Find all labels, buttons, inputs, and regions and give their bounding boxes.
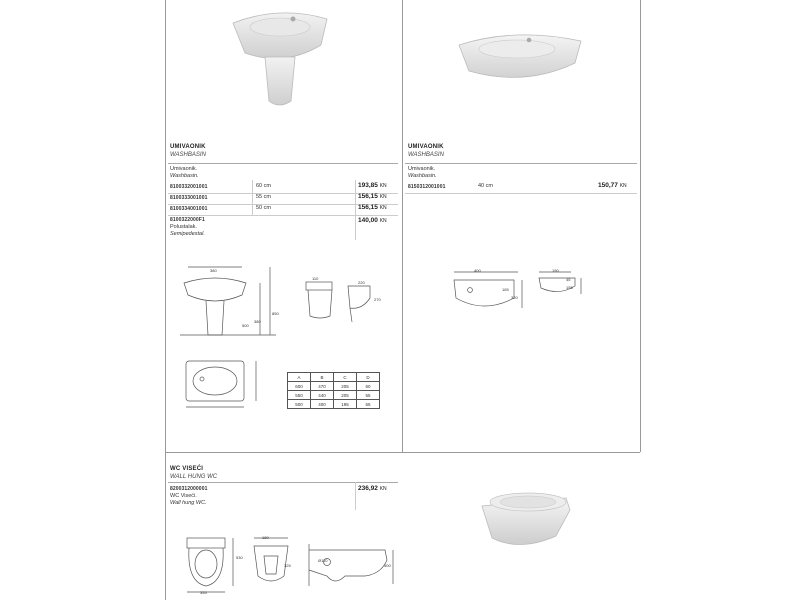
washbasin-pedestal-photo: [225, 5, 335, 115]
washbasin-right-desc-en: Washbasin.: [408, 173, 437, 179]
mid-divider: [165, 452, 640, 453]
washbasin-left-desc-en: Washbasin.: [170, 173, 199, 179]
table-row: [288, 391, 380, 400]
dim-wc-front: 530: [236, 555, 243, 560]
table-cell: 205: [334, 391, 357, 400]
row-rule: [168, 215, 398, 216]
wc-title: WC VISEĆI: [170, 466, 204, 472]
table-cell: 60: [357, 382, 380, 391]
washbasin-right-price-1: 150,77 KN: [598, 182, 627, 189]
washbasin-left-rule: [168, 163, 398, 164]
table-cell: 470: [311, 382, 334, 391]
dim-wc-base: 355: [200, 590, 207, 595]
wc-price: 236,92 KN: [358, 485, 387, 492]
pedestal-price: 140,00 KN: [358, 217, 387, 224]
dim-side-right: 270: [374, 297, 381, 302]
pedestal-code: 8100322000F1: [170, 217, 205, 223]
washbasin-left-code-1: 8100332001001: [170, 184, 208, 190]
wc-top-drawing: [183, 530, 253, 595]
dim-right-h1: 165: [502, 287, 509, 292]
washbasin-left-size-1: 60 cm: [256, 183, 271, 189]
wc-subtitle: WALL HUNG WC: [170, 474, 218, 480]
table-cell: 55: [357, 400, 380, 409]
washbasin-left-price-2: 156,15 KN: [358, 193, 387, 200]
dim-left-top: 380: [210, 268, 217, 273]
table-cell: 440: [311, 391, 334, 400]
dim-left-height-b: 500: [242, 323, 249, 328]
washbasin-right-desc-hr: Umivaonik.: [408, 166, 436, 172]
dim-wc-side-top: 180: [262, 535, 269, 540]
wc-desc-hr: WC Viseći.: [170, 493, 197, 499]
dim-right-width: 400: [474, 268, 481, 273]
wc-code: 8200312000001: [170, 486, 208, 492]
left-border: [165, 0, 166, 600]
washbasin-side-drawing: [300, 280, 380, 325]
pedestal-name-hr: Polustalak.: [170, 224, 197, 230]
center-divider: [402, 0, 403, 452]
table-cell: 600: [288, 382, 311, 391]
row-rule: [405, 193, 637, 194]
wall-hung-wc-photo: [470, 482, 580, 552]
table-cell: 195: [334, 400, 357, 409]
washbasin-left-desc-hr: Umivaonik.: [170, 166, 198, 172]
small-washbasin-side-drawing: [535, 268, 590, 298]
dim-left-height-c: 380: [254, 319, 261, 324]
price-col-rule: [355, 482, 356, 510]
washbasin-left-code-2: 8100333001001: [170, 195, 208, 201]
washbasin-left-price-3: 156,15 KN: [358, 204, 387, 211]
table-cell: 205: [334, 382, 357, 391]
table-header: A: [288, 373, 311, 382]
dim-wc-side-h: 325: [284, 563, 291, 568]
dim-side-top: 110: [312, 276, 319, 281]
table-header: D: [357, 373, 380, 382]
washbasin-left-size-2: 55 cm: [256, 194, 271, 200]
table-cell: 55: [357, 391, 380, 400]
wc-desc-en: Wall hung WC.: [170, 500, 207, 506]
washbasin-right-title: UMIVAONIK: [408, 144, 444, 150]
small-washbasin-front-drawing: [448, 268, 528, 313]
dim-left-height-a: 850: [272, 311, 279, 316]
table-row: [288, 400, 380, 409]
washbasin-left-subtitle: WASHBASIN: [170, 152, 206, 158]
washbasin-top-drawing: [182, 355, 267, 413]
table-row: [288, 382, 380, 391]
table-header: B: [311, 373, 334, 382]
washbasin-left-code-3: 8100334001001: [170, 206, 208, 212]
pedestal-name-en: Semipedestal.: [170, 231, 205, 237]
dim-right-side-a: 45: [566, 277, 571, 282]
washbasin-right-code-1: 8150312001001: [408, 184, 446, 190]
dim-wc-h: 400: [384, 563, 391, 568]
table-cell: 550: [288, 391, 311, 400]
dim-right-side-b: 155: [566, 285, 573, 290]
wc-front-drawing: [248, 530, 298, 590]
washbasin-left-size-3: 50 cm: [256, 205, 271, 211]
right-border: [640, 0, 641, 452]
table-header: C: [334, 373, 357, 382]
wc-rule: [168, 482, 398, 483]
dim-wc-pipe: Ø110: [318, 558, 328, 563]
size-col-rule: [252, 180, 253, 215]
table-row: [288, 373, 380, 382]
washbasin-right-rule: [405, 163, 637, 164]
dim-right-side-top: 190: [552, 268, 559, 273]
washbasin-left-price-1: 193,85 KN: [358, 182, 387, 189]
price-col-rule: [355, 180, 356, 240]
dimension-table: [287, 372, 380, 409]
washbasin-right-subtitle: WASHBASIN: [408, 152, 444, 158]
dim-right-h2: 320: [511, 295, 518, 300]
washbasin-front-drawing: [180, 265, 280, 340]
washbasin-right-size-1: 40 cm: [478, 183, 493, 189]
table-cell: 500: [288, 400, 311, 409]
table-cell: 400: [311, 400, 334, 409]
washbasin-left-title: UMIVAONIK: [170, 144, 206, 150]
dim-side-width: 220: [358, 280, 365, 285]
washbasin-photo: [455, 25, 585, 85]
